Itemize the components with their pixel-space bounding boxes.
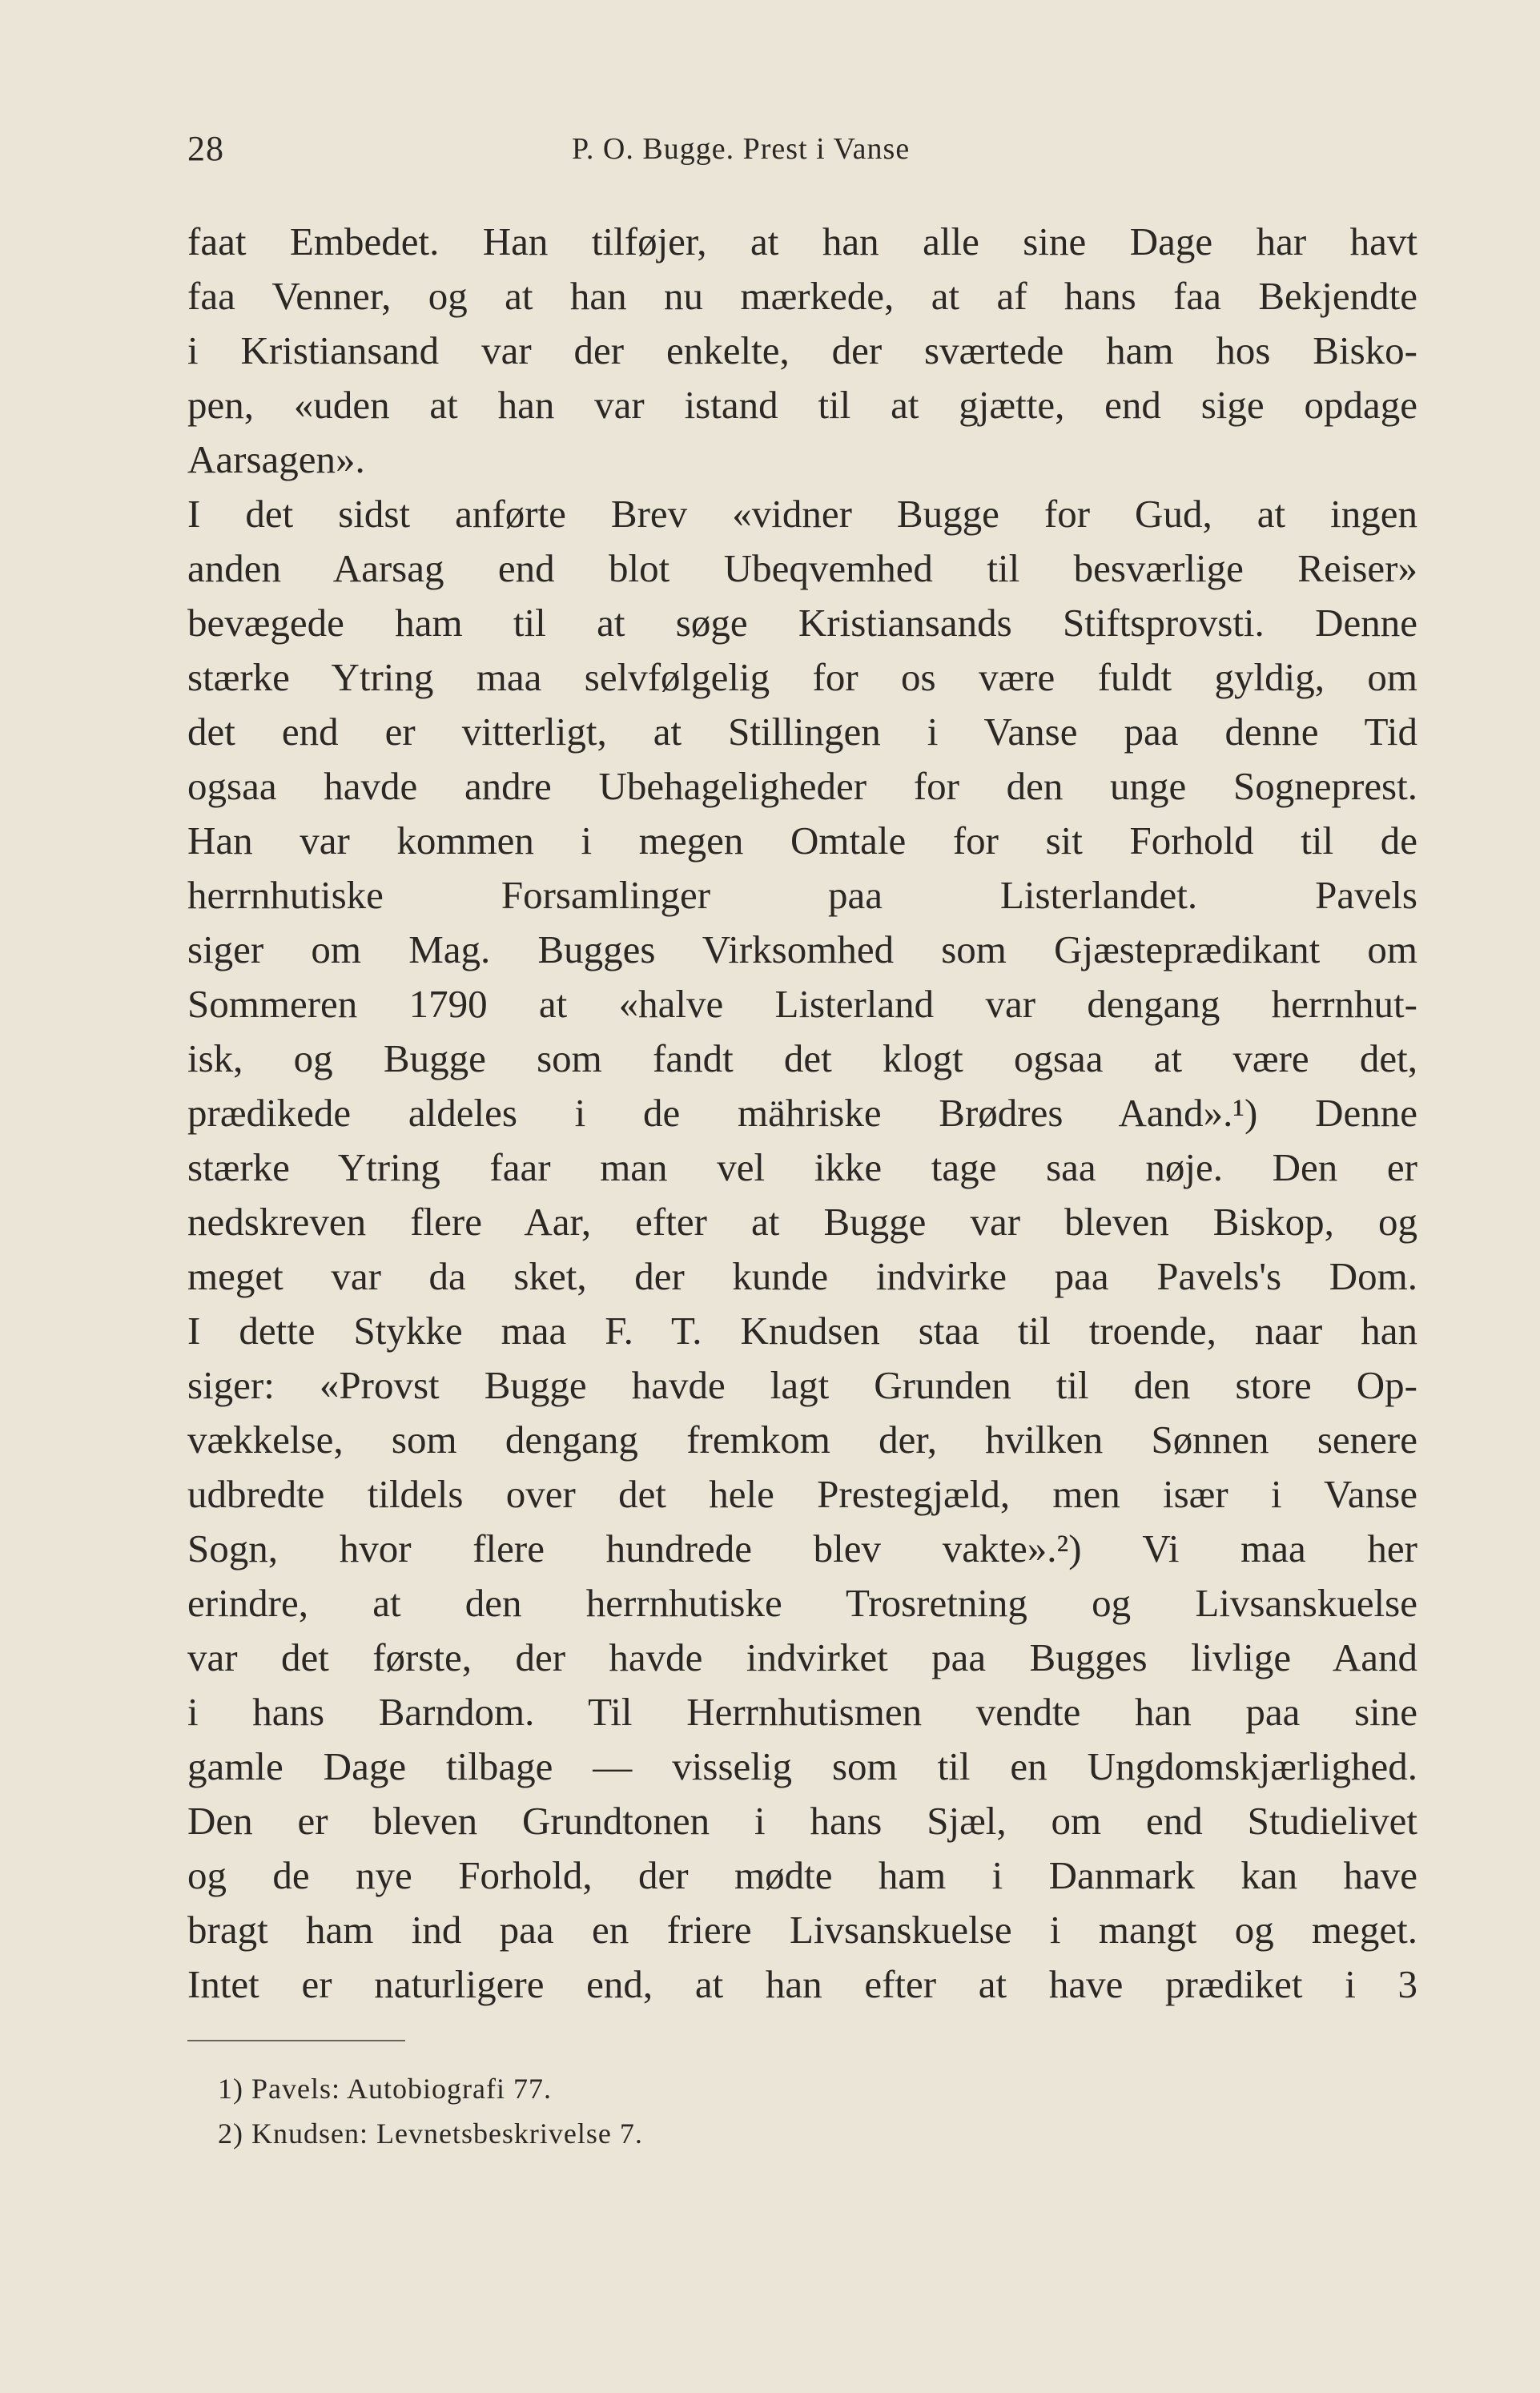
text-line: meget var da sket, der kunde indvirke paa Pavels's Dom. [187,1254,1417,1298]
text-line: vækkelse, som dengang fremkom der, hvilken Sønnen senere [187,1418,1417,1462]
text-line: faat Embedet. Han tilføjer, at han alle sine Dage har havt [187,219,1417,263]
footnote-text: Pavels: Autobiografi 77. [251,2073,552,2105]
text-line: bragt ham ind paa en friere Livsanskuelse i mangt og meget. [187,1908,1417,1952]
text-line: herrnhutiske Forsamlinger paa Listerlandet. Pavels [187,873,1417,917]
text-line: I det sidst anførte Brev «vidner Bugge for Gud, at ingen [187,492,1417,536]
text-line: anden Aarsag end blot Ubeqvemhed til besværlige Reiser» [187,546,1417,590]
text-line: Han var kommen i megen Omtale for sit Forhold til de [187,818,1417,863]
footnote-mark: 1) [218,2073,243,2105]
text-line: Aarsagen». [187,437,365,481]
text-line: faa Venner, og at han nu mærkede, at af hans faa Bekjendte [187,274,1417,318]
text-line: nedskreven flere Aar, efter at Bugge var bleven Biskop, og [187,1200,1417,1244]
text-line: i Kristiansand var der enkelte, der sværtede ham hos Bisko- [187,328,1417,372]
text-line: gamle Dage tilbage — visselig som til en Ungdomskjærlighed. [187,1744,1417,1788]
text-line: var det første, der havde indvirket paa Bugges livlige Aand [187,1635,1417,1679]
text-line: I dette Stykke maa F. T. Knudsen staa til troende, naar han [187,1309,1417,1353]
text-line: det end er vitterligt, at Stillingen i Vanse paa denne Tid [187,710,1417,754]
text-line: siger om Mag. Bugges Virksomhed som Gjæsteprædikant om [187,927,1417,971]
text-line: udbredte tildels over det hele Prestegjæld, men især i Vanse [187,1472,1417,1516]
footnote-2 [218,2111,643,2156]
footnote-1 [218,2066,643,2111]
footnotes [218,2066,643,2156]
text-line: Sommeren 1790 at «halve Listerland var dengang herrnhut- [187,982,1417,1026]
footnote-rule [187,2040,405,2041]
page-number: 28 [187,129,224,168]
footnote-mark: 2) [218,2118,243,2150]
text-line: stærke Ytring faar man vel ikke tage saa nøje. Den er [187,1145,1417,1189]
page-header [187,128,1421,176]
text-line: ogsaa havde andre Ubehageligheder for den unge Sogneprest. [187,764,1417,808]
text-line: Intet er naturligere end, at han efter at have prædiket i 3 [187,1962,1417,2006]
text-line: Sogn, hvor flere hundrede blev vakte».²) Vi maa her [187,1526,1417,1571]
text-line: pen, «uden at han var istand til at gjætte, end sige opdage [187,383,1417,427]
footnote-text: Knudsen: Levnetsbeskrivelse 7. [251,2118,643,2150]
text-line: Den er bleven Grundtonen i hans Sjæl, om end Studielivet [187,1799,1417,1843]
text-line: erindre, at den herrnhutiske Trosretning og Livsanskuelse [187,1581,1417,1625]
text-line: bevægede ham til at søge Kristiansands Stiftsprovsti. Denne [187,601,1417,645]
running-head: P. O. Bugge. Prest i Vanse [572,132,911,166]
text-line: siger: «Provst Bugge havde lagt Grunden til den store Op- [187,1363,1417,1407]
text-line: prædikede aldeles i de mähriske Brødres Aand».¹) Denne [187,1091,1417,1135]
text-line: stærke Ytring maa selvfølgelig for os være fuldt gyldig, om [187,655,1417,699]
text-line: og de nye Forhold, der mødte ham i Danmark kan have [187,1853,1417,1897]
text-line: isk, og Bugge som fandt det klogt ogsaa at være det, [187,1036,1417,1080]
text-line: i hans Barndom. Til Herrnhutismen vendte han paa sine [187,1690,1417,1734]
body-text [187,215,1417,2012]
